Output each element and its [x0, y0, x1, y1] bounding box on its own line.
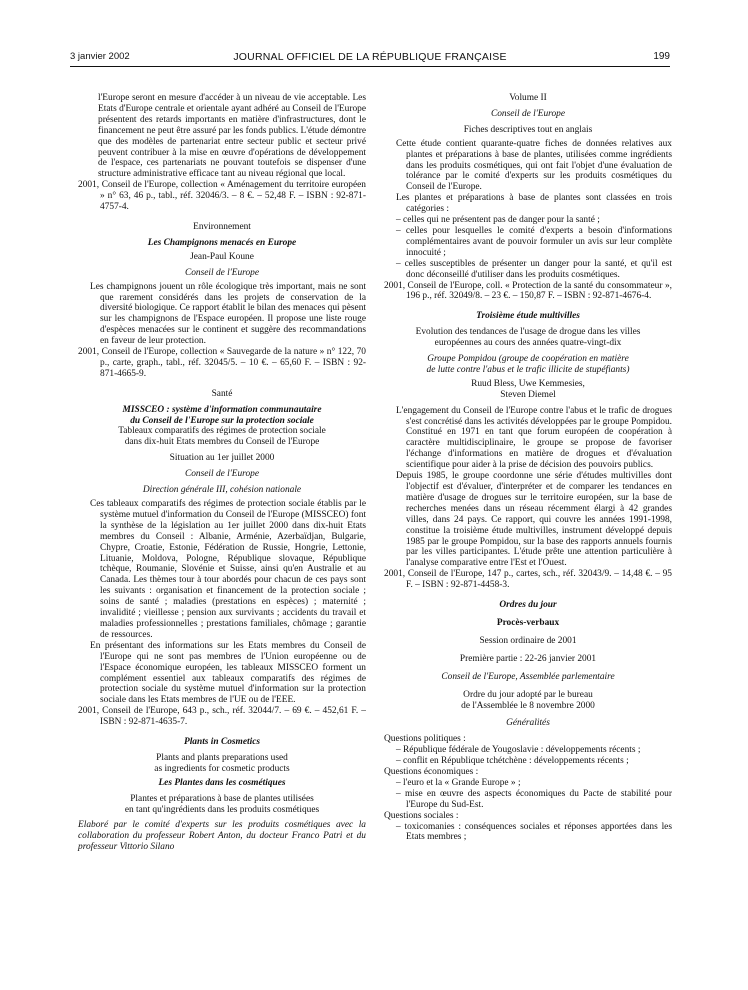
ordres-du-jour-heading: Ordres du jour: [499, 600, 557, 611]
multivilles-paragraph-2: Depuis 1985, le groupe coordonne une série d'études multivilles dont l'objectif est d'évaluer, d'interpréter et de comparer les tendances en matière d'usage de drogues sur le territoire européen, sur la base de recherches menées dans un réseau récemment élargi à 42 grandes villes, dans 24 pays. Ce rapport, qui couvre les années 1991-1998, constitue la troisième étude multivilles, instrument développé depuis 1985 par le groupe Pompidou, sur la base des rapports annuels fournis par les villes participantes. L'étude prête une attention particulière à l'analyse comparative entre l'Est et l'Ouest.: [396, 471, 672, 569]
multivilles-group-2: de lutte contre l'abus et le trafic illicite de stupéfiants): [426, 364, 630, 375]
intro-paragraph: l'Europe seront en mesure d'accéder à un niveau de vie acceptable. Les Etats d'Europe centrale et orientale ayant adhéré au Conseil de l'Europe présentent des retards importants en matière d'infrastructures, dont le financement ne peut être assuré par les fonds publics. L'étude démontre que des modèles de partenariat entre secteur public et secteur privé peuvent contribuer à la mise en œuvre d'opérations de développement de l'espace, ces partenariats ne pouvant toutefois se dispenser d'une structure administrative efficace tant au niveau régional que local.: [98, 93, 366, 180]
volume-heading: Volume II: [509, 93, 547, 103]
sante-heading: Santé: [211, 388, 233, 399]
missceo-title-line-1: MISSCEO : système d'information communautaire: [122, 404, 322, 415]
proces-verbaux-heading: Procès-verbaux: [496, 617, 560, 628]
multivilles-paragraph-1: L'engagement du Conseil de l'Europe contre l'abus et le trafic de drogues s'est concrétisé dans les activités développées par le groupe Pompidou. Constitué en 1971 en tant que forum européen de coopération à caractère multidisciplinaire, le groupe se propose de favoriser l'échange d'informations en matière de drogues et d'évaluation scientifique pour aider à la prise de décision des pouvoirs publics.: [396, 405, 672, 471]
questions-politiques-item: – conflit en République tchétchène : développements récents ;: [396, 756, 629, 767]
intro-reference: 2001, Conseil de l'Europe, collection « Aménagement du territoire européen » n° 63, 46 p., tabl., réf. 32046/3. – 8 €. – 52,48 F. – ISBN : 92-871-4757-4.: [78, 180, 366, 213]
multivilles-authors-1: Ruud Bless, Uwe Kemmesies,: [471, 378, 585, 389]
champignons-author: Jean-Paul Koune: [190, 251, 254, 262]
missceo-direction: Direction générale III, cohésion nationale: [142, 485, 302, 496]
ordre-line-2: de l'Assemblée le 8 novembre 2000: [461, 700, 595, 711]
multivilles-group-1: Groupe Pompidou (groupe de coopération en matière: [427, 354, 629, 365]
champignons-publisher: Conseil de l'Europe: [184, 267, 260, 278]
session-line: Session ordinaire de 2001: [479, 635, 577, 646]
header-title: JOURNAL OFFICIEL DE LA RÉPUBLIQUE FRANÇAISE: [233, 51, 507, 63]
champignons-paragraph: Les champignons jouent un rôle écologique très important, mais ne sont que rarement considérés dans les projets de conservation de la diversité biologique. Ce rapport établit le bilan des menaces qui pèsent sur les champignons de l'Espace européen. Il propose une liste rouge d'espèces menacées sur le continent et suggère des recommandations en faveur de leur protection.: [90, 281, 366, 347]
questions-economiques-item: – l'euro et la « Grande Europe » ;: [396, 777, 521, 788]
plants-subtitle-fr-2: en tant qu'ingrédients dans les produits cosmétiques: [124, 804, 320, 815]
questions-economiques: Questions économiques :: [384, 767, 479, 778]
volume-paragraph-2: Les plantes et préparations à base de plantes sont classées en trois catégories :: [396, 193, 672, 215]
missceo-subtitle-line-1: Tableaux comparatifs des régimes de protection sociale: [118, 426, 326, 437]
multivilles-authors-2: Steven Diemel: [500, 389, 556, 400]
header-date: 3 janvier 2002: [70, 51, 130, 62]
volume-publisher: Conseil de l'Europe: [490, 108, 566, 119]
volume-reference: 2001, Conseil de l'Europe, coll. « Protection de la santé du consommateur », 196 p., réf. 32049/8. – 23 €. – 150,87 F. – ISBN : 92-871-4676-4.: [384, 280, 672, 302]
plants-authors: Elaboré par le comité d'experts sur les produits cosmétiques avec la collaboration du professeur Robert Anton, du docteur Franco Patri et du professeur Vittorio Silano: [78, 820, 366, 853]
champignons-title: Les Champignons menacés en Europe: [147, 237, 297, 248]
missceo-reference: 2001, Conseil de l'Europe, 643 p., sch., réf. 32044/7. – 69 €. – 452,61 F. – ISBN : 92-871-4635-7.: [78, 706, 366, 728]
right-column: [384, 93, 672, 843]
questions-sociales: Questions sociales :: [384, 810, 459, 821]
ordre-line-1: Ordre du jour adopté par le bureau: [463, 689, 593, 700]
header-rule: [70, 66, 670, 67]
left-column: [78, 93, 366, 853]
missceo-subtitle-line-2: dans dix-huit Etats membres du Conseil de l'Europe: [124, 437, 320, 448]
volume-list-item: – celles susceptibles de présenter un danger pour la santé, et qu'il est donc déconseillé d'utiliser dans les produits cosmétiques.: [396, 258, 672, 280]
plants-subtitle-fr-1: Plantes et préparations à base de plantes utilisées: [130, 793, 314, 804]
multivilles-subtitle-2: européennes au cours des années quatre-vingt-dix: [434, 338, 622, 349]
partie-line: Première partie : 22-26 janvier 2001: [459, 653, 597, 664]
multivilles-title: Troisième étude multivilles: [476, 311, 580, 322]
missceo-situation: Situation au 1er juillet 2000: [169, 453, 275, 464]
environment-heading: Environnement: [193, 221, 251, 232]
plants-subtitle-en-2: as ingredients for cosmetic products: [154, 763, 290, 774]
missceo-publisher: Conseil de l'Europe: [184, 469, 260, 480]
questions-economiques-item: – mise en œuvre des aspects économiques du Pacte de stabilité pour l'Europe du Sud-Est.: [396, 788, 672, 810]
header-page-number: 199: [653, 51, 670, 62]
questions-politiques-item: – République fédérale de Yougoslavie : développements récents ;: [396, 745, 641, 756]
volume-list-item: – celles pour lesquelles le comité d'experts a besoin d'informations complémentaires avant de pouvoir formuler un avis sur leur complète innocuité ;: [396, 225, 672, 258]
volume-list-item: – celles qui ne présentent pas de danger pour la santé ;: [396, 215, 600, 226]
multivilles-reference: 2001, Conseil de l'Europe, 147 p., cartes, sch., réf. 32043/9. – 14,48 €. – 95 F. – ISBN : 92-871-4458-3.: [384, 569, 672, 591]
assemblee-line: Conseil de l'Europe, Assemblée parlementaire: [441, 671, 615, 682]
page-header: [70, 51, 670, 65]
missceo-title-line-2: du Conseil de l'Europe sur la protection sociale: [130, 415, 314, 426]
plants-subtitle-en-1: Plants and plants preparations used: [156, 752, 288, 763]
questions-sociales-item: – toxicomanies : conséquences sociales et réponses apportées dans les Etats membres ;: [396, 821, 672, 843]
multivilles-subtitle-1: Evolution des tendances de l'usage de drogue dans les villes: [415, 327, 641, 338]
missceo-paragraph-1: Ces tableaux comparatifs des régimes de protection sociale établis par le système mutuel d'information du Conseil de l'Europe (MISSCEO) font la synthèse de la législation au 1er juillet 2000 dans dix-huit Etats membres du Conseil : Albanie, Arménie, Azerbaïdjan, Bulgarie, Chypre, Croatie, Estonie, Fédération de Russie, Hongrie, Lettonie, Lituanie, Moldova, Pologne, République slovaque, République tchèque, Roumanie, Slovénie et Suisse, ainsi qu'en Australie et au Canada. Les thèmes tour à tour abordés pour chacun de ces pays sont les suivants : organisation et financement de la protection sociale ; soins de santé ; maladies (prestations en espèces) ; maternité ; invalidité ; vieillesse ; pension aux survivants ; accidents du travail et maladies professionnelles ; prestations familiales, chômage ; garantie de ressources.: [90, 499, 366, 640]
plants-title-en: Plants in Cosmetics: [183, 737, 261, 748]
champignons-reference: 2001, Conseil de l'Europe, collection « Sauvegarde de la nature » n° 122, 70 p., carte, graph., tabl., réf. 32045/5. – 10 €. – 65,60 F. – ISBN : 92-871-4665-9.: [78, 347, 366, 379]
volume-subtitle: Fiches descriptives tout en anglais: [463, 124, 593, 135]
missceo-paragraph-2: En présentant des informations sur les Etats membres du Conseil de l'Europe qui ne sont pas membres de l'Union européenne ou de l'Espace économique européen, les tableaux MISSCEO forment un complément essentiel aux tableaux comparatifs des régimes de protection sociale du système mutuel d'information sur la protection sociale dans les Etats membres de l'UE ou de l'EEE.: [90, 640, 366, 706]
plants-title-fr: Les Plantes dans les cosmétiques: [158, 777, 286, 788]
generalites-heading: Généralités: [506, 718, 550, 729]
volume-paragraph-1: Cette étude contient quarante-quatre fiches de données relatives aux plantes et préparations à base de plantes, utilisées comme ingrédients dans les produits cosmétiques, qui ont fait l'objet d'une évaluation de tolérance par le comité d'experts sur les produits cosmétiques du Conseil de l'Europe.: [396, 138, 672, 193]
questions-politiques: Questions politiques :: [384, 734, 466, 745]
